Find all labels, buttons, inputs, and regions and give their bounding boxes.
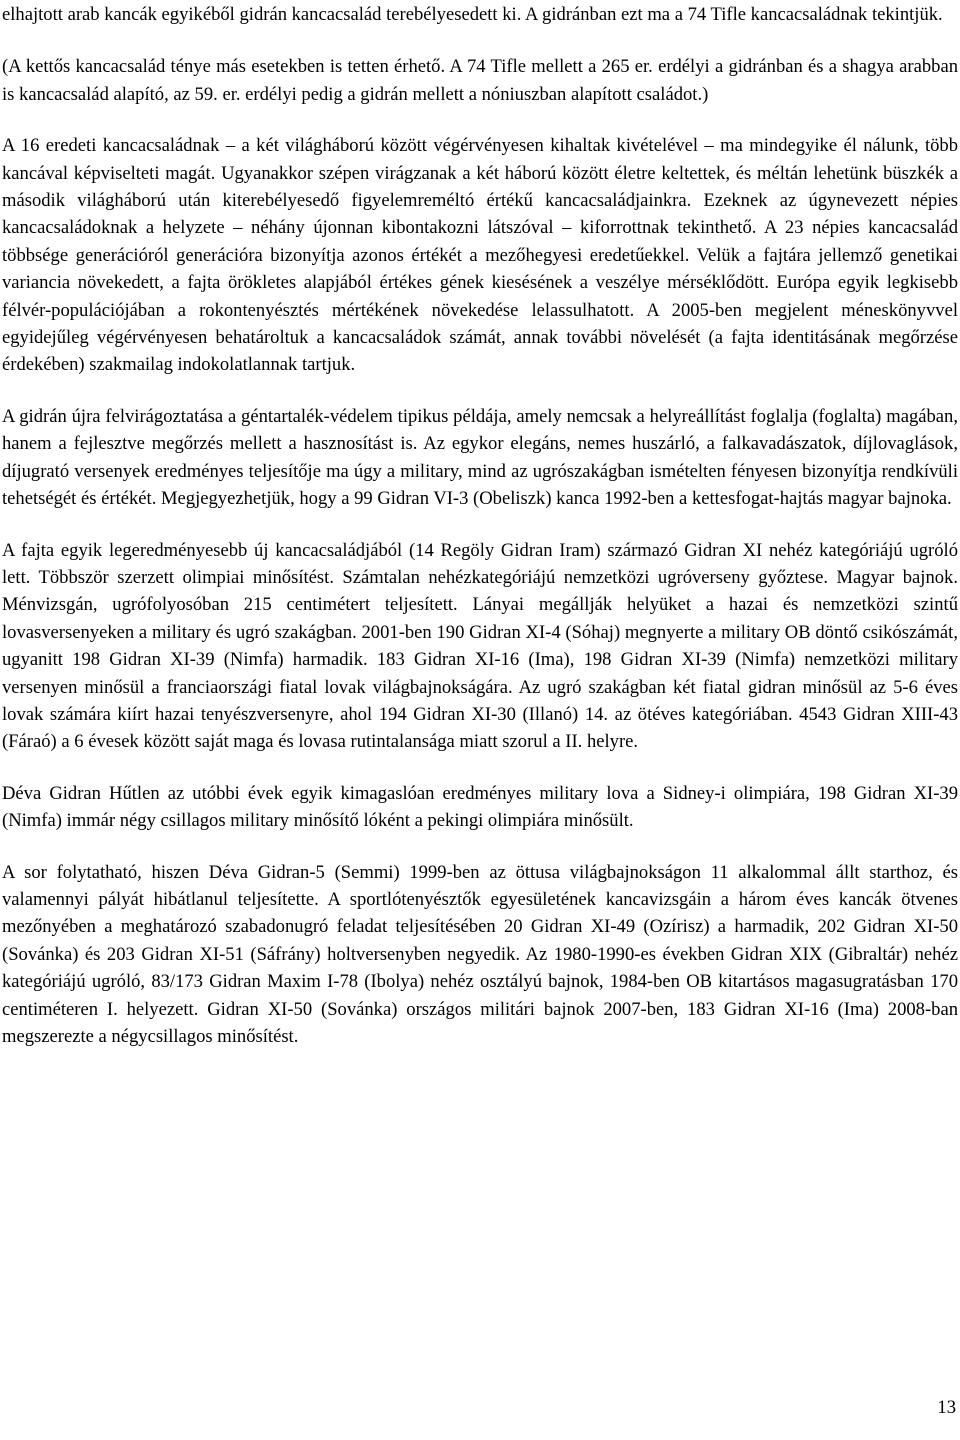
- paragraph-original-mare-families: A 16 eredeti kancacsaládnak – a két világháború között végérvényesen kihaltak kivételével – ma mindegyike él nálunk, több kancával képviselteti magát. Ugyanakkor szépen virágzanak a két háború között életre keltettek, és méltán lehetünk büszkék a második világháború után kiterebélyesedő figyelemreméltó értékű kancacsaládjainkra. Ezeknek az úgynevezett népies kancacsaládoknak a helyzete – néhány újonnan kibontakozni látszóval – kiforrottnak tekinthető. A 23 népies kancacsalád többsége generációról generációra bizonyítja azonos értékét a mezőhegyesi eredetűekkel. Velük a fajtára jellemző genetikai variancia növekedett, a fajta örökletes alapjából értékes gének kiesésének a veszélye mérséklődött. Európa egyik legkisebb félvér-populációjában a rokontenyésztés mértékének növekedése lelassulhatott. A 2005-ben megjelent méneskönyvvel egyidejűleg végérvényesen behatároltuk a kancacsaládok számát, annak további növelését (a fajta identitásának megőrzése érdekében) szakmailag indokolatlannak tartjuk.: [2, 135, 958, 376]
- paragraph-intro-continuation: elhajtott arab kancák egyikéből gidrán kancacsalád terebélyesedett ki. A gidránban ezt ma a 74 Tifle kancacsaládnak tekintjük.: [2, 4, 943, 25]
- paragraph-gidran-xi: A fajta egyik legeredményesebb új kancacsaládjából (14 Regöly Gidran Iram) származó Gidran XI nehéz kategóriájú ugróló lett. Többször szerzett olimpiai minősítést. Számtalan nehézkategóriájú nemzetközi ugróverseny győztese. Magyar bajnok. Ménvizsgán, ugrófolyosóban 215 centimétert teljesített. Lányai megállják helyüket a hazai és nemzetközi szintű lovasversenyeken a military és ugró szakágban. 2001-ben 190 Gidran XI-4 (Sóhaj) megnyerte a military OB döntő csikószámát, ugyanitt 198 Gidran XI-39 (Nimfa) harmadik. 183 Gidran XI-16 (Ima), 198 Gidran XI-39 (Nimfa) nemzetközi military versenyen minősül a franciaországi fiatal lovak világbajnokságára. Az ugró szakágban két fiatal gidran minősül az 5-6 éves lovak számára kiírt hazai tenyészversenyre, ahol 194 Gidran XI-30 (Illanó) 14. az ötéves kategóriában. 4543 Gidran XIII-43 (Fáraó) a 6 évesek között saját maga és lovasa rutintalansága miatt szorul a II. helyre.: [2, 539, 958, 753]
- paragraph-gidran-revival: A gidrán újra felvirágoztatása a géntartalék-védelem tipikus példája, amely nemcsak a helyreállítást foglalja (foglalta) magában, hanem a fejlesztve megőrzés mellett a hasznosítást is. Az egykor elegáns, nemes huszárló, a falkavadászatok, díjlovaglások, díjugrató versenyek eredményes teljesítője ma úgy a military, mind az ugrószakágban ismételten fényesen bizonyítja rendkívüli tehetségét és értékét. Megjegyezhetjük, hogy a 99 Gidran VI-3 (Obeliszk) kanca 1992-ben a kettesfogat-hajtás magyar bajnoka.: [2, 405, 958, 510]
- paragraph-deva-gidran-hutlen: Déva Gidran Hűtlen az utóbbi évek egyik kimagaslóan eredményes military lova a Sidney-i olimpiára, 198 Gidran XI-39 (Nimfa) immár négy csillagos military minősítő lóként a pekingi olimpiára minősült.: [2, 782, 958, 832]
- paragraph-achievements-list: A sor folytatható, hiszen Déva Gidran-5 (Semmi) 1999-ben az öttusa világbajnokságon 11 alkalommal állt starthoz, és valamennyi pályát hibátlanul teljesítette. A sportlótenyésztők egyesületének kancavizsgáin a három éves kancák ötvenes mezőnyében a meghatározó szabadonugró feladat teljesítésében 20 Gidran XI-49 (Ozírisz) a harmadik, 202 Gidran XI-50 (Sovánka) és 203 Gidran XI-51 (Sáfrány) holtversenyben negyedik. Az 1980-1990-es években Gidran XIX (Gibraltár) nehéz kategóriájú ugróló, 83/173 Gidran Maxim I-78 (Ibolya) nehéz osztályú bajnok, 1984-ben OB kitartásos magasugratásban 170 centiméteren I. helyezett. Gidran XI-50 (Sovánka) országos militári bajnok 2007-ben, 183 Gidran XI-16 (Ima) 2008-ban megszerezte a négycsillagos minősítést.: [2, 861, 958, 1047]
- paragraph-dual-mare-family: (A kettős kancacsalád ténye más esetekben is tetten érhető. A 74 Tifle mellett a 265 er. erdélyi a gidránban és a shagya arabban is kancacsalád alapító, az 59. er. erdélyi pedig a gidrán mellett a nóniuszban alapított családot.): [2, 56, 958, 105]
- page-number: 13: [937, 1397, 956, 1418]
- document-body: [2, 0, 958, 1074]
